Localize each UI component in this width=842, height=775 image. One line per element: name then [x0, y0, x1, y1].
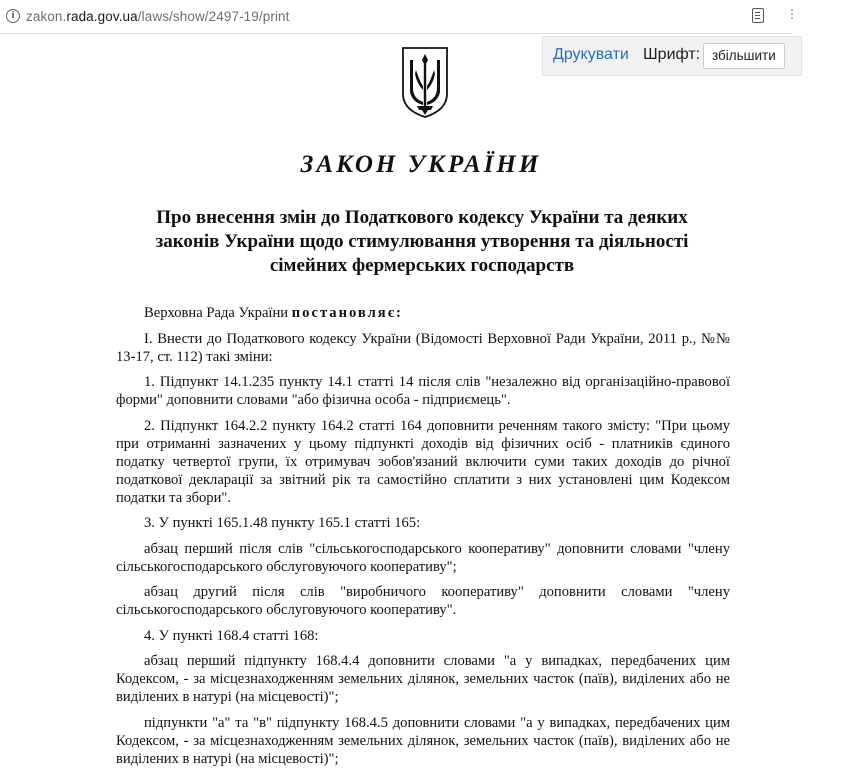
body-paragraph: 3. У пункті 165.1.48 пункту 165.1 статті 165:	[144, 515, 421, 531]
document-body	[116, 304, 730, 775]
print-toolbar	[542, 36, 802, 76]
body-paragraph: абзац другий після слів "виробничого кооперативу" доповнити словами "члену сільськогосподарського обслуговуючого кооперативу".	[116, 584, 730, 618]
url-domain: rada.gov.ua	[66, 9, 138, 24]
intro-emphasis: постановляє:	[291, 305, 403, 321]
browser-menu-icon[interactable]: ⋮	[786, 7, 798, 21]
font-label: Шрифт:	[643, 46, 701, 63]
subtitle-line: сімейних фермерських господарств	[269, 255, 575, 276]
subtitle-line: законів України щодо стимулювання утворення та діяльності	[155, 231, 689, 252]
body-paragraph: підпункти "а" та "в" підпункту 168.4.5 доповнити словами "а у випадках, передбачених цим Кодексом, - за місцезнаходженням земельних ділянок, земельних часток (паїв), виділених або не виділених в натурі (на місцевості)";	[116, 714, 730, 767]
intro-paragraph	[116, 304, 730, 322]
body-paragraph: абзац перший після слів "сільськогосподарського кооперативу" доповнити словами "члену сільськогосподарського обслуговуючого кооперативу";	[116, 540, 730, 575]
body-paragraph: 1. Підпункт 14.1.235 пункту 14.1 статті 14 після слів "незалежно від організаційно-правової форми" доповнити словами "або фізична особа - підприємець".	[116, 374, 730, 408]
document-subtitle	[112, 206, 732, 278]
document-title: ЗАКОН УКРАЇНИ	[300, 151, 542, 178]
print-link[interactable]: Друкувати	[553, 46, 629, 63]
subtitle-line: Про внесення змін до Податкового кодексу України та деяких	[156, 207, 688, 228]
info-icon[interactable]: i	[6, 9, 20, 23]
url-text[interactable]	[26, 9, 290, 24]
body-paragraph: І. Внести до Податкового кодексу України (Відомості Верховної Ради України, 2011 р., №№ 13-17, ст. 112) такі зміни:	[116, 330, 730, 365]
address-bar[interactable]	[0, 0, 798, 34]
body-paragraph: 4. У пункті 168.4 статті 168:	[144, 627, 319, 644]
url-prefix: zakon.	[26, 9, 67, 24]
enlarge-font-button[interactable]: збільшити	[703, 43, 785, 69]
body-paragraph: абзац перший підпункту 168.4.4 доповнити словами "а у випадках, передбачених цим Кодексом, - за місцезнаходженням земельних ділянок, земельних часток (паїв), виділених або не виділених в натурі (на місцевості)";	[116, 653, 730, 705]
coat-of-arms-icon	[400, 44, 450, 120]
intro-prefix: Верховна Рада України	[144, 305, 292, 321]
body-paragraph: 2. Підпункт 164.2.2 пункту 164.2 статті 164 доповнити реченням такого змісту: "При цьому при отриманні зазначених у цьому підпункті доходів від фізичних осіб - платників єдиного податку четвертої групи, їх отримувач зобов'язаний включити суми таких доходів до річної податкової декларації за звітний рік та самостійно сплатити з них установлені цим Кодексом податки та збори".	[116, 417, 730, 506]
reader-view-icon[interactable]	[752, 8, 764, 23]
url-path: /laws/show/2497-19/print	[137, 9, 290, 24]
